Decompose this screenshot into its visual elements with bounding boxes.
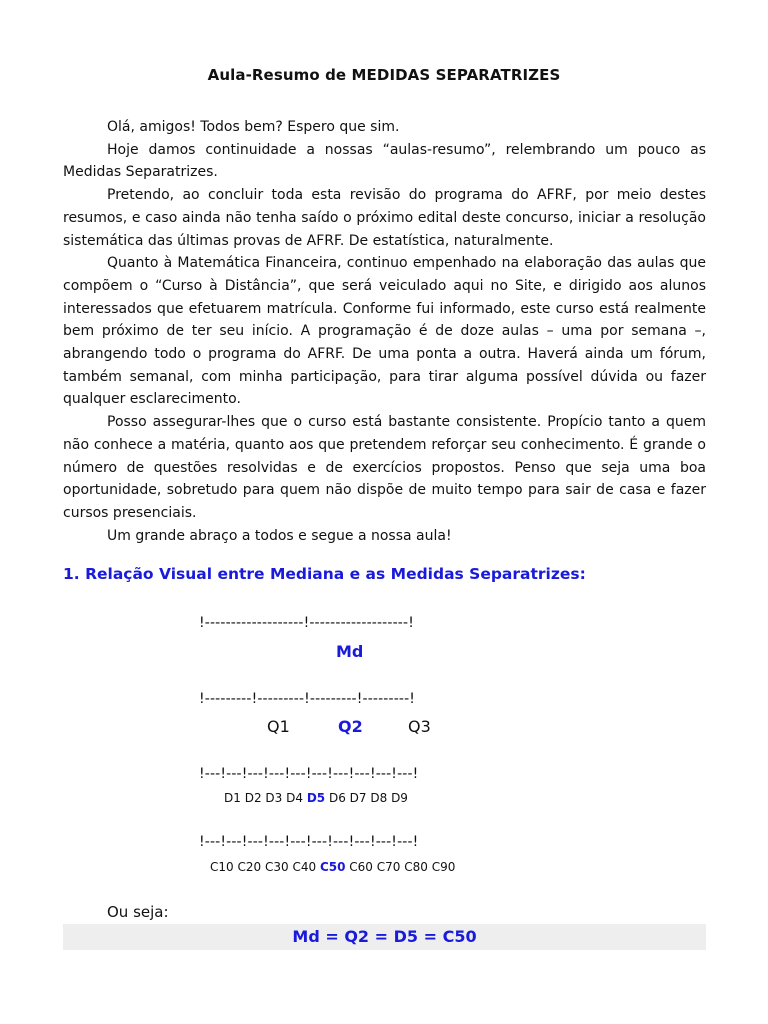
centile-label: C80 — [404, 860, 428, 874]
paragraph: Olá, amigos! Todos bem? Espero que sim. — [107, 119, 400, 135]
result-band — [63, 924, 706, 950]
median-dash-line: !-------------------!-------------------! — [199, 615, 414, 631]
decile-label: D3 — [265, 791, 283, 805]
paragraph: Um grande abraço a todos e segue a nossa aula! — [107, 527, 452, 544]
centile-label: C30 — [264, 860, 289, 874]
decile-label: D7 — [349, 791, 367, 805]
decile-label: D6 — [328, 791, 346, 805]
centile-label: C20 — [237, 860, 262, 874]
decile-label: D8 — [370, 791, 388, 805]
quartile-label: Q1 — [267, 717, 290, 736]
paragraph: Quanto à Matemática Financeira, continuo empenhado na elaboração das aulas que compõem o “Curso à Distância”, que será veiculado aqui no Site, e dirigido aos alunos interessados que efetuarem matrícula. Conforme fui informado, este curso está realmente bem próximo de ter seu início. A programação é de doze aulas – uma por semana –, abrangendo todo o programa do AFRF. De uma ponta a outra. Haverá ainda um fórum, também semanal, com minha participação, para tirar alguma possível dúvida ou fazer qualquer esclarecimento. — [63, 255, 706, 408]
centile-dash-line: !---!---!---!---!---!---!---!---!---!---! — [199, 834, 419, 850]
result-equation: Md = Q2 = D5 = C50 — [292, 927, 477, 946]
paragraph: Hoje damos continuidade a nossas “aulas-resumo”, relembrando um pouco as Medidas Separatrizes. — [63, 141, 706, 181]
decile-dash-line: !---!---!---!---!---!---!---!---!---!---! — [199, 766, 419, 782]
paragraph: Posso assegurar-lhes que o curso está bastante consistente. Propício tanto a quem não conhece a matéria, quanto aos que pretendem reforçar seu conhecimento. É grande o número de questões resolvidas e de exercícios propostos. Penso que seja uma boa oportunidade, sobretudo para quem não dispõe de muito tempo para sair de casa e fazer cursos presenciais. — [63, 414, 706, 521]
decile-label: D2 — [244, 791, 262, 805]
intro-text — [63, 116, 706, 547]
decile-label-d5: D5 — [306, 791, 326, 805]
paragraph: Pretendo, ao concluir toda esta revisão do programa do AFRF, por meio destes resumos, e caso ainda não tenha saído o próximo edital deste concurso, iniciar a resolução sistemática das últimas provas de AFRF. De estatística, naturalmente. — [63, 187, 706, 249]
centile-label: C40 — [292, 860, 317, 874]
section-heading: 1. Relação Visual entre Mediana e as Medidas Separatrizes: — [63, 565, 586, 583]
conclusion-intro: Ou seja: — [107, 903, 169, 921]
quartile-label-q2: Q2 — [338, 717, 363, 736]
centile-label: C70 — [376, 860, 401, 874]
centile-label-c50: C50 — [319, 860, 346, 874]
document-title: Aula-Resumo de MEDIDAS SEPARATRIZES — [207, 66, 561, 84]
centile-label: C10 — [210, 860, 234, 874]
quartile-label: Q3 — [408, 717, 431, 736]
centile-label: C60 — [349, 860, 373, 874]
decile-label: D1 — [224, 791, 241, 805]
centile-labels — [210, 860, 455, 874]
decile-label: D9 — [391, 791, 408, 805]
quartile-dash-line: !---------!---------!---------!---------! — [199, 691, 416, 707]
median-label: Md — [336, 642, 364, 661]
decile-label: D4 — [286, 791, 303, 805]
decile-labels — [224, 791, 408, 805]
centile-label: C90 — [431, 860, 456, 874]
